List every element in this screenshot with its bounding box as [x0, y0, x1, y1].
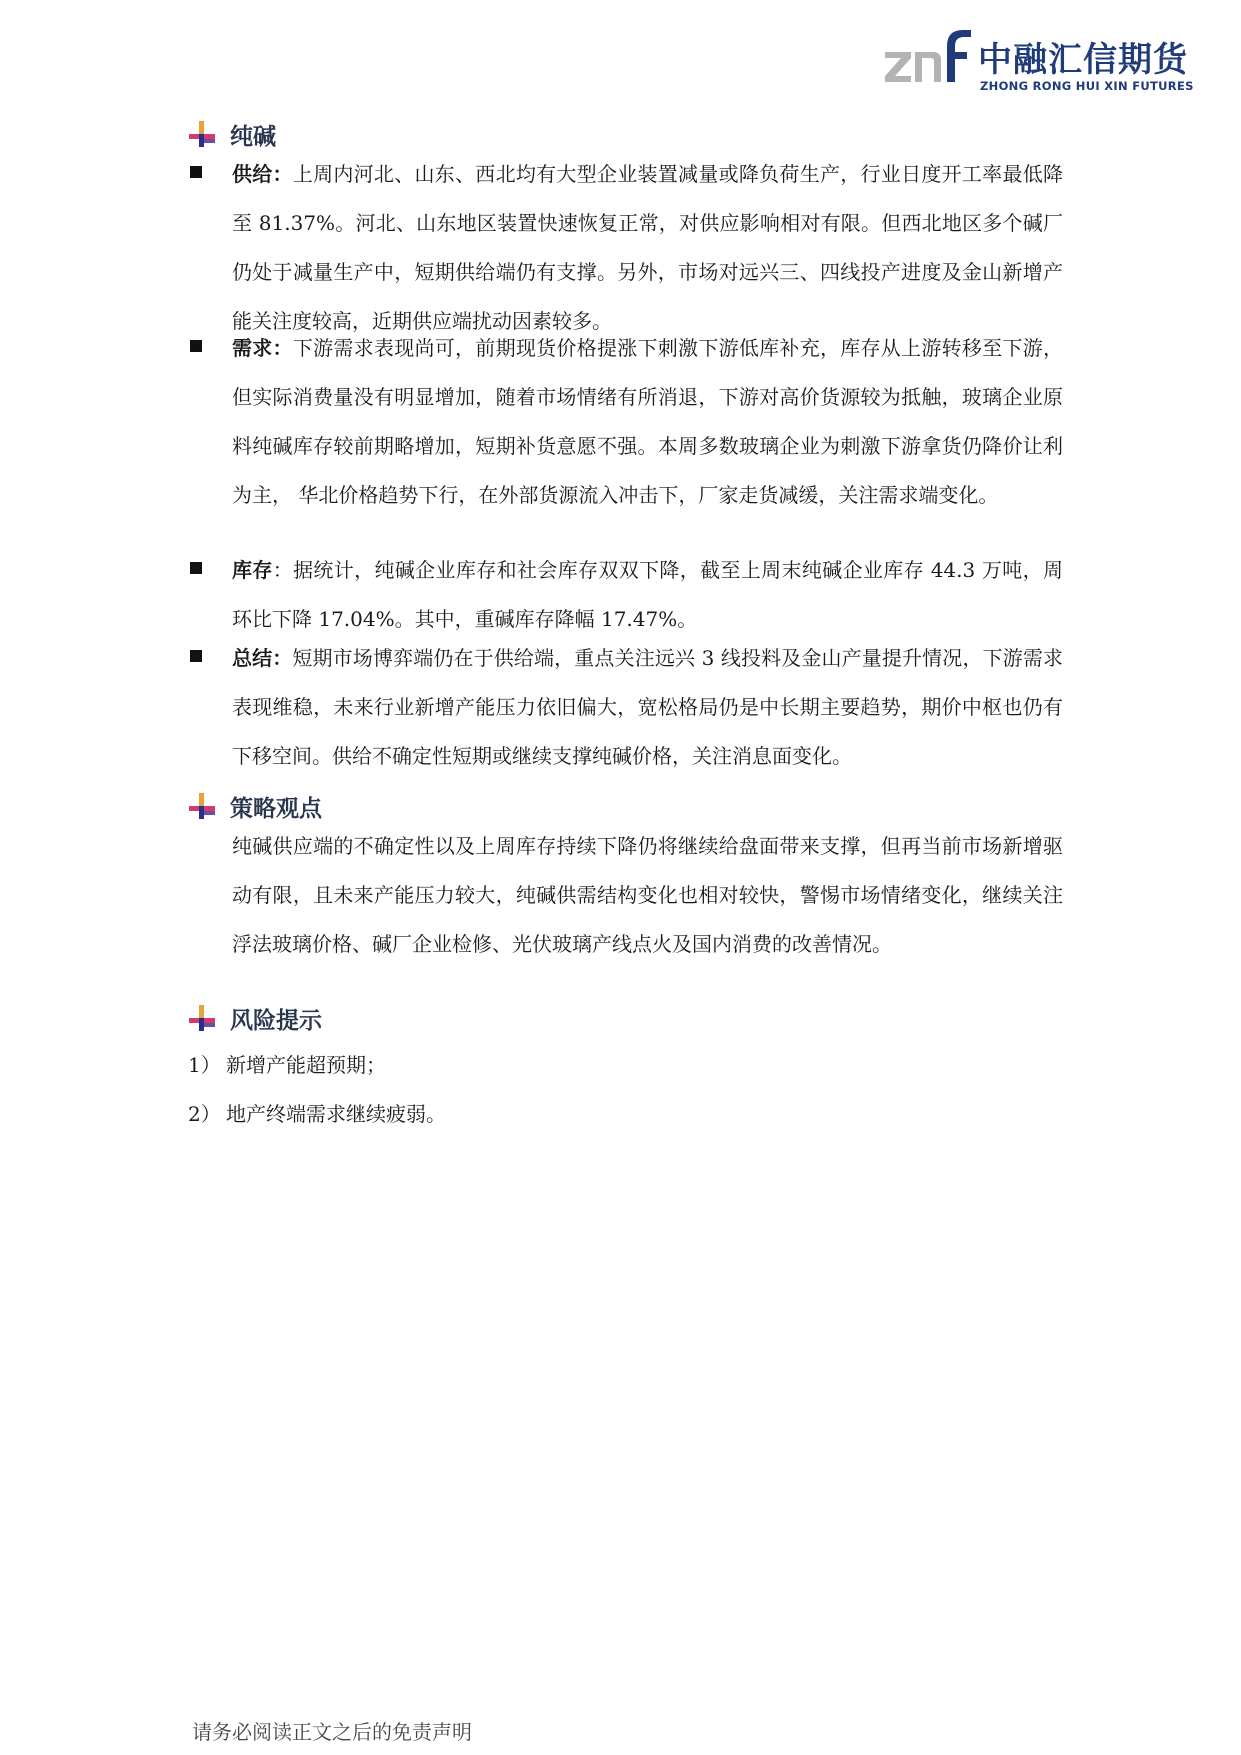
bullet-label: 库存 [232, 558, 273, 582]
logo-chinese-name: 中融汇信期货 [978, 40, 1188, 80]
risk-number: 1） [188, 1053, 221, 1077]
bullet-text: ：据统计，纯碱企业库存和社会库存双双下降，截至上周末纯碱企业库存 44.3 万吨，周环比下降 17.04%。其中，重碱库存降幅 17.47%。 [232, 558, 1064, 631]
risk-text: 新增产能超预期； [226, 1053, 386, 1077]
bullet-square-icon [190, 166, 202, 178]
bullet-supply [188, 150, 1063, 346]
bullet-label: 需求： [232, 336, 293, 360]
section-heading-strategy [188, 790, 322, 822]
plus-cross-icon [188, 120, 216, 148]
bullet-summary [188, 634, 1063, 781]
bullet-inventory [188, 546, 1063, 644]
znf-logo-mark [885, 28, 975, 94]
risk-item [188, 1050, 386, 1080]
bullet-text: 短期市场博弈端仍在于供给端，重点关注远兴 3 线投料及金山产量提升情况，下游需求表现维稳，未来行业新增产能压力依旧偏大，宽松格局仍是中长期主要趋势，期价中枢也仍有下移空间。供给不确定性短期或继续支撑纯碱价格，关注消息面变化。 [232, 646, 1063, 768]
section-heading-risk [188, 1002, 322, 1034]
bullet-label: 总结： [232, 646, 293, 670]
strategy-paragraph: 纯碱供应端的不确定性以及上周库存持续下降仍将继续给盘面带来支撑，但再当前市场新增驱动有限，且未来产能压力较大，纯碱供需结构变化也相对较快，警惕市场情绪变化，继续关注浮法玻璃价格、碱厂企业检修、光伏玻璃产线点火及国内消费的改善情况。 [232, 834, 1063, 956]
risk-number: 2） [188, 1102, 221, 1126]
bullet-square-icon [190, 650, 202, 662]
bullet-text: 上周内河北、山东、西北均有大型企业装置减量或降负荷生产，行业日度开工率最低降至 81.37%。河北、山东地区装置快速恢复正常，对供应影响相对有限。但西北地区多个碱厂仍处于减量生产中，短期供给端仍有支撑。另外，市场对远兴三、四线投产进度及金山新增产能关注度较高，近期供应端扰动因素较多。 [232, 162, 1064, 333]
bullet-square-icon [190, 562, 202, 574]
bullet-text: 下游需求表现尚可，前期现货价格提涨下刺激下游低库补充，库存从上游转移至下游，但实际消费量没有明显增加，随着市场情绪有所消退，下游对高价货源较为抵触，玻璃企业原料纯碱库存较前期略增加，短期补货意愿不强。本周多数玻璃企业为刺激下游拿货仍降价让利为主， 华北价格趋势下行，在外部货源流入冲击下，厂家走货减缓，关注需求端变化。 [232, 336, 1064, 507]
plus-cross-icon [188, 1004, 216, 1032]
risk-item [188, 1099, 446, 1129]
section-title: 纯碱 [230, 123, 276, 150]
logo-english-name: ZHONG RONG HUI XIN FUTURES [980, 79, 1194, 93]
bullet-label: 供给： [232, 162, 293, 186]
bullet-square-icon [190, 340, 202, 352]
bullet-demand [188, 324, 1063, 520]
plus-cross-icon [188, 792, 216, 820]
company-logo [885, 28, 1194, 94]
section-title: 策略观点 [230, 795, 322, 822]
disclaimer-footer: 请务必阅读正文之后的免责声明 [192, 1720, 472, 1744]
risk-text: 地产终端需求继续疲弱。 [226, 1102, 446, 1126]
section-heading-soda [188, 118, 276, 150]
section-title: 风险提示 [230, 1007, 322, 1034]
